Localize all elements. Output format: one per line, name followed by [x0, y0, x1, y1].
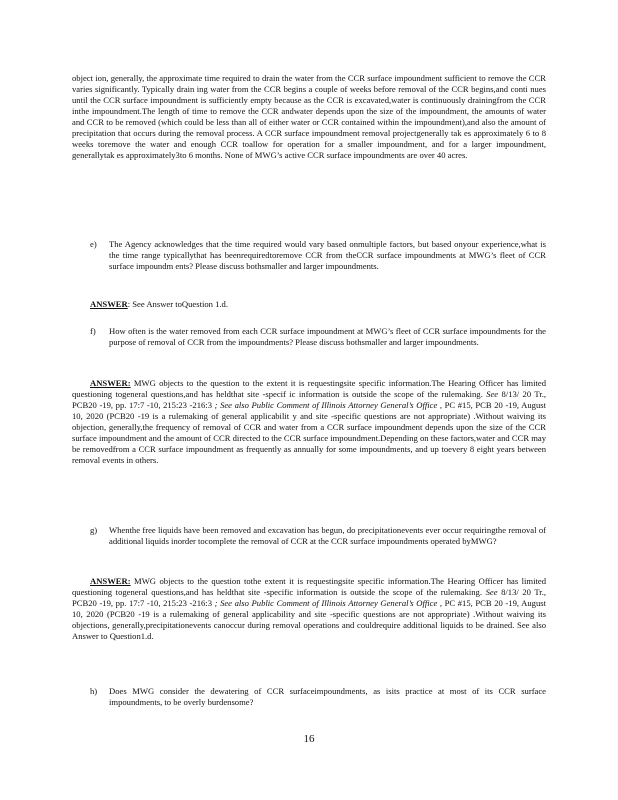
answer-e: [90, 299, 546, 310]
answer-f-label: ANSWER:: [90, 378, 131, 388]
answer-g: ANSWER: MWG objects to the question tothe extent it is requestingsite specific information.The Hearing Officer has limited questioning togeneral questions,and has heldthat site -specific information is outside the scope of the rulemaking. See 8/13/ 20 Tr., PCB20 -19, pp. 17:7 -10, 215:23 -216:3 ; See also Public Comment of Illinois Attorney General’s Office , PC #15, PCB 20 -19, August 10, 2020 (PCB20 -19 is a rulemaking of general applicability and site -specific questions are not appropriate) .Without waiving its objections, generally,precipitationevents canoccur during removal operations and couldrequire additional liquids to be drained. See also Answer to Question1.d.: [72, 576, 546, 642]
question-h: [90, 686, 546, 708]
question-f: [90, 326, 546, 348]
page-number: 16: [303, 733, 315, 745]
question-f-text: How often is the water removed from each CCR surface impoundment at MWG’s fleet of CCR surface impoundments for the purpose of removal of CCR from the impoundments? Please discuss bothsmaller and larger impoundments.: [109, 326, 546, 348]
answer-g-citation: ; See also Public Comment of Illinois Attorney General’s Office: [214, 598, 438, 609]
question-e-label: e): [90, 239, 97, 249]
answer-f-citation: ; See also Public Comment of Illinois Attorney General’s Office: [214, 400, 438, 411]
question-h-label: h): [90, 686, 98, 696]
question-g-text: Whenthe free liquids have been removed and excavation has begun, do precipitationevents ever occur requiringthe removal of additional liquids inorder tocomplete the removal of CCR at the CCR surface impoundments operated byMWG?: [109, 525, 546, 547]
question-g-label: g): [90, 525, 98, 535]
question-g: [90, 525, 546, 547]
question-e-text: The Agency acknowledges that the time required would vary based onmultiple factors, but based onyour experience,what is the time range typicallythat has beenrequiredtoremove CCR from theCCR surface impoundments at MWG’s fleet of CCR surface impoundm ents? Please discuss bothsmaller and larger impoundments.: [109, 239, 546, 272]
answer-f: ANSWER: MWG objects to the question to the extent it is requestingsite specific information.The Hearing Officer has limited questioning togeneral questions,and has heldthat site -specif ic information is outside the scope of the rulemaking. See 8/13/ 20 Tr., PCB20 -19, pp. 17:7 -10, 215:23 -216:3 ; See also Public Comment of Illinois Attorney General’s Office , PC #15, PCB 20 -19, August 10, 2020 (PCB20 -19 is a rulemaking of general applicabilit y and site -specific questions are not appropriate) .Without waiving its objection, generally,the frequency of removal of CCR and water from a CCR surface impoundment depends upon the size of the CCR surface impoundment and the amount of CCR directed to the CCR surface impoundment.Depending on these factors,water and CCR may be removedfrom a CCR surface impoundment as frequently as annually for some impoundments, and up toevery 8 eight years between removal events in others.: [72, 378, 547, 466]
answer-e-label: ANSWER: [90, 299, 128, 309]
answer-e-text: : See Answer toQuestion 1.d.: [127, 299, 228, 309]
question-e: [90, 239, 546, 272]
intro-paragraph: object ion, generally, the approximate time required to drain the water from the CCR surface impoundment sufficient to remove the CCR varies significantly. Typically drain ing water from the CCR begins a couple of weeks before removal of the CCR begins,and conti nues until the CCR surface impoundment is sufficiently empty because as the CCR is excavated,water is continuously drainingfrom the CCR inthe impoundment.The length of time to remove the CCR andwater depends upon the size of the impoundment, the amounts of water and CCR to be removed (which could be less than all of either water or CCR contained within the impoundment),and also the amount of precipitation that occurs during the removal process. A CCR surface impoundment removal projectgenerally tak es approximately 6 to 8 weeks toremove the water and enough CCR toallow for operation for a smaller impoundment, and for a larger impoundment, generallytak es approximately3to 6 months. None of MWG’s active CCR surface impoundments are over 40 acres.: [72, 73, 546, 161]
question-f-label: f): [90, 326, 96, 336]
answer-g-label: ANSWER:: [90, 576, 131, 586]
question-h-text: Does MWG consider the dewatering of CCR surfaceimpoundments, as isits practice at most of its CCR surface impoundments, to be overly burdensome?: [109, 686, 546, 708]
